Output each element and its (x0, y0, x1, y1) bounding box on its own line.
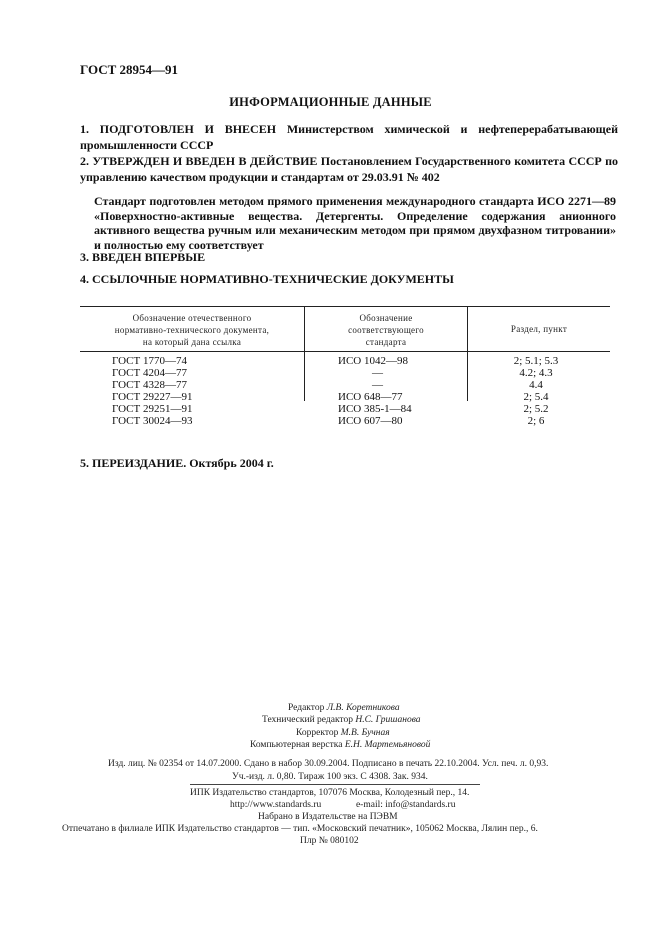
item-2-number: 2. (80, 154, 89, 168)
item-3: 3. ВВЕДЕН ВПЕРВЫЕ (80, 250, 206, 264)
imprint-rule (190, 784, 480, 785)
header-section: Раздел, пункт (510, 324, 568, 334)
table-cell-gost: ГОСТ 1770—74 (112, 355, 187, 367)
table-cell-section: 2; 5.4 (523, 391, 549, 403)
website-link[interactable]: http://www.standards.ru (230, 800, 322, 810)
imprint-typeset-line: Набрано в Издательстве на ПЭВМ (258, 812, 398, 822)
table-cell-section: 2; 6 (527, 415, 545, 427)
standard-note-paragraph: Стандарт подготовлен методом прямого применения международного стандарта ИСО 2271—89 «Поверхностно-активные вещества. Детергенты. Определение содержания анионного активного вещества ручным или механическим методом при прямом двухфазном титровании» и полностью ему соответствует (94, 194, 616, 252)
table-cell-iso: — (372, 367, 383, 379)
item-1 (80, 122, 618, 153)
imprint-print-data-line: Уч.-изд. л. 0,80. Тираж 100 экз. С 4308. Зак. 934. (232, 772, 428, 782)
table-cell-gost: ГОСТ 29251—91 (112, 403, 193, 415)
imprint-layout: Компьютерная верстка Е.Н. Мартемьяновой (250, 740, 431, 750)
table-cell-section: 2; 5.2 (523, 403, 549, 415)
table-divider-1 (304, 306, 305, 401)
table-top-rule (80, 306, 610, 307)
item-1-number: 1. (80, 122, 89, 136)
section-title: ИНФОРМАЦИОННЫЕ ДАННЫЕ (229, 95, 432, 109)
item-4: 4. ССЫЛОЧНЫЕ НОРМАТИВНО-ТЕХНИЧЕСКИЕ ДОКУМЕНТЫ (80, 272, 454, 286)
imprint-publisher-line: ИПК Издательство стандартов, 107076 Москва, Колодезный пер., 14. (190, 788, 470, 798)
table-cell-iso: — (372, 379, 383, 391)
item-2-heading: УТВЕРЖДЕН И ВВЕДЕН В ДЕЙСТВИЕ (92, 154, 318, 168)
imprint-license-line: Изд. лиц. № 02354 от 14.07.2000. Сдано в набор 30.09.2004. Подписано в печать 22.10.2004. Усл. печ. л. 0,93. (108, 759, 549, 769)
item-1-text: Министерством химической и нефтеперерабатывающей промышленности СССР (80, 122, 619, 152)
imprint-printed-line: Отпечатано в филиале ИПК Издательство стандартов — тип. «Московский печатник», 105062 Москва, Лялин пер., 6. (62, 824, 538, 834)
imprint-editor: Редактор Л.В. Коретникова (288, 703, 400, 713)
table-cell-section: 4.2; 4.3 (519, 367, 553, 379)
item-2 (80, 154, 618, 185)
imprint-plr-line: Плр № 080102 (300, 836, 359, 846)
item-1-heading: ПОДГОТОВЛЕН И ВНЕСЕН (99, 122, 277, 136)
table-cell-iso: ИСО 648—77 (338, 391, 403, 403)
table-cell-gost: ГОСТ 30024—93 (112, 415, 193, 427)
table-cell-gost: ГОСТ 29227—91 (112, 391, 193, 403)
email-link[interactable]: e-mail: info@standards.ru (355, 800, 456, 810)
imprint-corrector: Корректор М.В. Бучная (296, 728, 390, 738)
item-5: 5. ПЕРЕИЗДАНИЕ. Октябрь 2004 г. (80, 456, 274, 470)
table-cell-section: 2; 5.1; 5.3 (513, 355, 559, 367)
table-cell-section: 4.4 (529, 379, 543, 391)
table-cell-gost: ГОСТ 4328—77 (112, 379, 187, 391)
header-corresponding-standard: Обозначение соответствующего стандарта (348, 313, 424, 347)
table-cell-iso: ИСО 607—80 (338, 415, 403, 427)
imprint-tech-editor: Технический редактор Н.С. Гришанова (262, 715, 421, 725)
item-2-text: Постановлением Государственного комитета СССР по управлению качеством продукции и стандартам от 29.03.91 № 402 (80, 154, 619, 184)
table-header-rule (80, 351, 610, 352)
table-cell-iso: ИСО 385-1—84 (338, 403, 412, 415)
table-cell-iso: ИСО 1042—98 (338, 355, 408, 367)
table-cell-gost: ГОСТ 4204—77 (112, 367, 187, 379)
document-code: ГОСТ 28954—91 (80, 62, 179, 77)
header-domestic-doc: Обозначение отечественного нормативно-технического документа, на который дана ссылка (114, 313, 270, 347)
